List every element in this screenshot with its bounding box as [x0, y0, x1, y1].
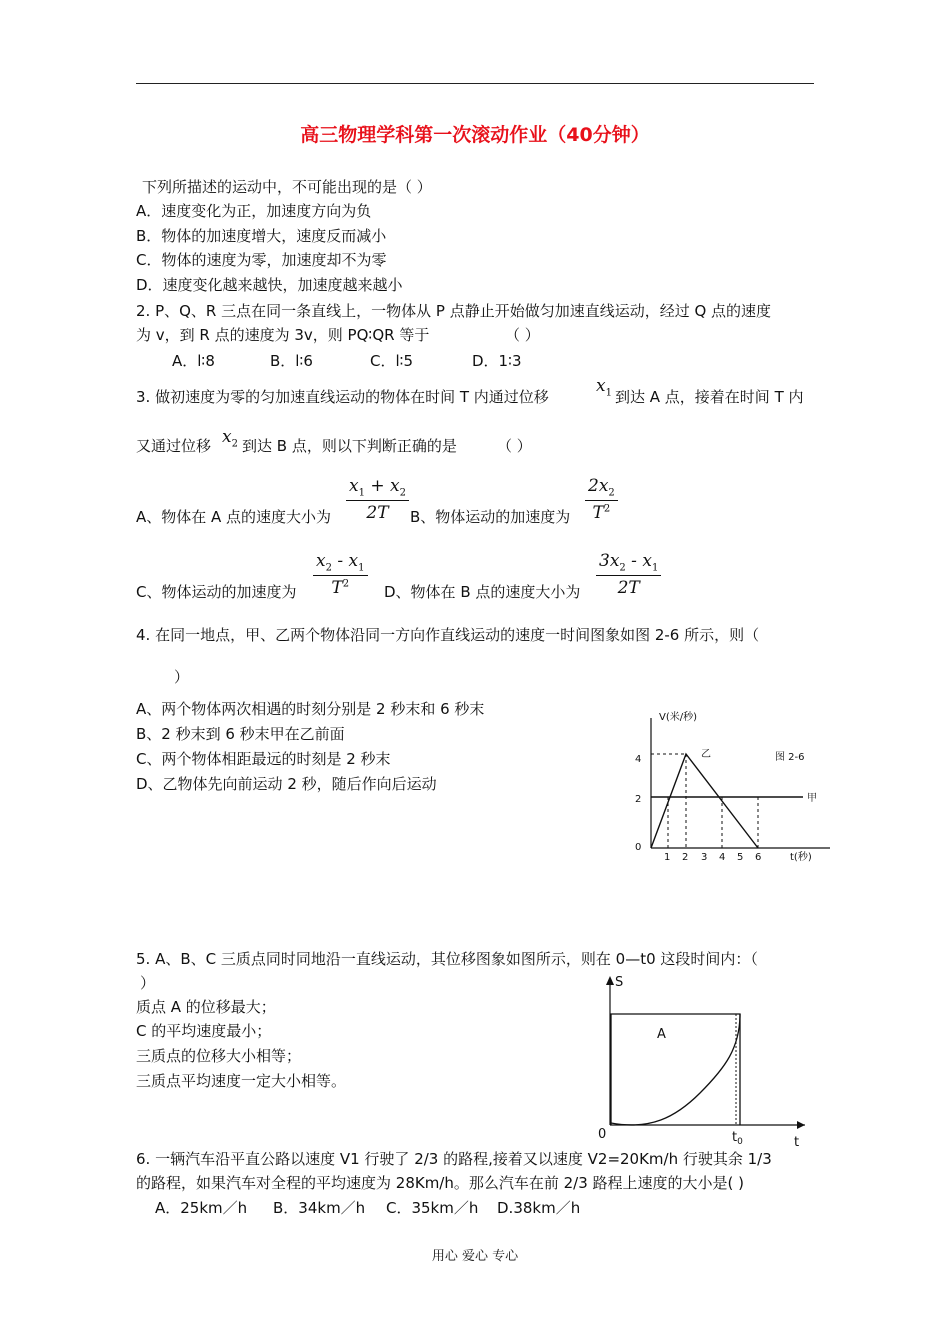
q3-option-a: A、物体在 A 点的速度大小为 — [136, 508, 332, 526]
q1-option-c: C．物体的速度为零，加速度却不为零 — [136, 251, 387, 269]
q1-option-b: B．物体的加速度增大，速度反而减小 — [136, 227, 387, 245]
q3-line1-end: 到达 A 点，接着在时间 T 内 — [615, 388, 804, 406]
q5-t0-label: $t_0$ — [732, 1130, 743, 1147]
q4-ytick-4: 4 — [635, 754, 642, 765]
header-rule — [136, 83, 814, 84]
q5-t-label: t — [794, 1135, 800, 1150]
q5-stem: 5. A、B、C 三质点同时同地沿一直线运动，其位移图象如图所示，则在 0—t0 这段时间内：（ — [136, 950, 758, 968]
q4-line-yi — [651, 754, 758, 848]
q4-xtick-4: 4 — [719, 852, 726, 863]
q3-option-b: B、物体运动的加速度为 — [410, 508, 571, 526]
q4-y-axis-label: V(米/秒) — [659, 712, 698, 723]
q5-st-graph — [590, 968, 815, 1153]
q4-ytick-0: 0 — [635, 842, 642, 853]
q1-stem: 下列所描述的运动中，不可能出现的是（ ） — [142, 178, 432, 196]
q4-xtick-1: 1 — [664, 852, 671, 863]
q5-s-arrow — [606, 976, 614, 985]
q4-label-jia: 甲 — [807, 793, 817, 804]
q3-line2-start: 又通过位移 — [136, 437, 212, 455]
q2-option-a: A．l∶8 — [172, 352, 215, 370]
q3-answer-paren: （ ） — [497, 437, 532, 455]
q5-origin-label: 0 — [598, 1127, 607, 1142]
q5-path-c — [611, 1014, 740, 1125]
q6-line1: 6. 一辆汽车沿平直公路以速度 V1 行驶了 2/3 的路程,接着又以速度 V2=20Km/h 行驶其余 1/3 — [136, 1150, 772, 1168]
q4-option-c: C、两个物体相距最远的时刻是 2 秒末 — [136, 750, 391, 768]
q3-formula-a: $x_1 + x_2$ 2T — [346, 476, 409, 523]
q3-formula-d: $3x_2 - x_1$ 2T — [596, 551, 661, 598]
q4-xtick-6: 6 — [755, 852, 762, 863]
q3-line2-end: 到达 B 点，则以下判断正确的是 — [242, 437, 457, 455]
q4-fig-label: 图 2-6 — [775, 752, 805, 763]
q3-x1-symbol: $x_1$ — [596, 376, 612, 399]
q3-formula-b: $2x_2$ $T^2$ — [585, 476, 618, 523]
q1-option-d: D．速度变化越来越快，加速度越来越小 — [136, 276, 403, 294]
q3-option-d: D、物体在 B 点的速度大小为 — [384, 583, 581, 601]
q4-xtick-3: 3 — [701, 852, 708, 863]
q6-option-a: A．25km／h — [155, 1199, 248, 1217]
q5-t-arrow — [797, 1121, 805, 1129]
page-footer: 用心 爱心 专心 — [431, 1249, 519, 1264]
q4-option-a: A、两个物体两次相遇的时刻分别是 2 秒末和 6 秒末 — [136, 700, 485, 718]
q5-line-4: 三质点平均速度一定大小相等。 — [136, 1072, 347, 1090]
q2-option-b: B．l∶6 — [270, 352, 313, 370]
q6-option-c: C．35km／h — [386, 1199, 479, 1217]
q4-stem-end: ） — [174, 668, 190, 686]
q6-option-b: B．34km／h — [273, 1199, 366, 1217]
q2-stem-line2: 为 v，到 R 点的速度为 3v，则 PQ∶QR 等于 — [136, 326, 430, 344]
q4-option-d: D、乙物体先向前运动 2 秒，随后作向后运动 — [136, 775, 437, 793]
q3-option-c: C、物体运动的加速度为 — [136, 583, 297, 601]
q5-line-3: 三质点的位移大小相等； — [136, 1047, 302, 1065]
q4-option-b: B、2 秒末到 6 秒末甲在乙前面 — [136, 725, 345, 743]
q4-x-axis-label: t(秒) — [790, 852, 812, 863]
q6-line2: 的路程，如果汽车对全程的平均速度为 28Km/h。那么汽车在前 2/3 路程上速度的大小是( ) — [136, 1174, 745, 1192]
q5-label-a: A — [657, 1027, 666, 1042]
q5-line-2: C 的平均速度最小； — [136, 1022, 272, 1040]
q3-line1-start: 3. 做初速度为零的匀加速直线运动的物体在时间 T 内通过位移 — [136, 388, 549, 406]
q4-ytick-2: 2 — [635, 794, 642, 805]
q4-vt-graph — [625, 700, 840, 875]
q4-xtick-5: 5 — [737, 852, 744, 863]
q3-formula-c: $x_2 - x_1$ $T^2$ — [313, 551, 368, 598]
page-title: 高三物理学科第一次滚动作业（40分钟） — [300, 124, 650, 146]
q5-stem-end: ） — [140, 974, 156, 992]
q4-stem: 4. 在同一地点，甲、乙两个物体沿同一方向作直线运动的速度一时间图象如图 2-6 所示，则（ — [136, 626, 760, 644]
q2-option-d: D．1∶3 — [472, 352, 522, 370]
q2-stem-line1: 2. P、Q、R 三点在同一条直线上，一物体从 P 点静止开始做匀加速直线运动，经过 Q 点的速度 — [136, 302, 772, 320]
q2-answer-paren: （ ） — [505, 326, 540, 344]
q5-s-label: S — [615, 975, 624, 990]
q4-label-yi: 乙 — [701, 749, 711, 760]
q2-option-c: C．l∶5 — [370, 352, 414, 370]
q1-option-a: A．速度变化为正，加速度方向为负 — [136, 202, 372, 220]
q6-option-d: D.38km／h — [497, 1199, 581, 1217]
q5-line-1: 质点 A 的位移最大； — [136, 998, 276, 1016]
q3-x2-symbol: $x_2$ — [222, 427, 238, 450]
q4-xtick-2: 2 — [682, 852, 689, 863]
